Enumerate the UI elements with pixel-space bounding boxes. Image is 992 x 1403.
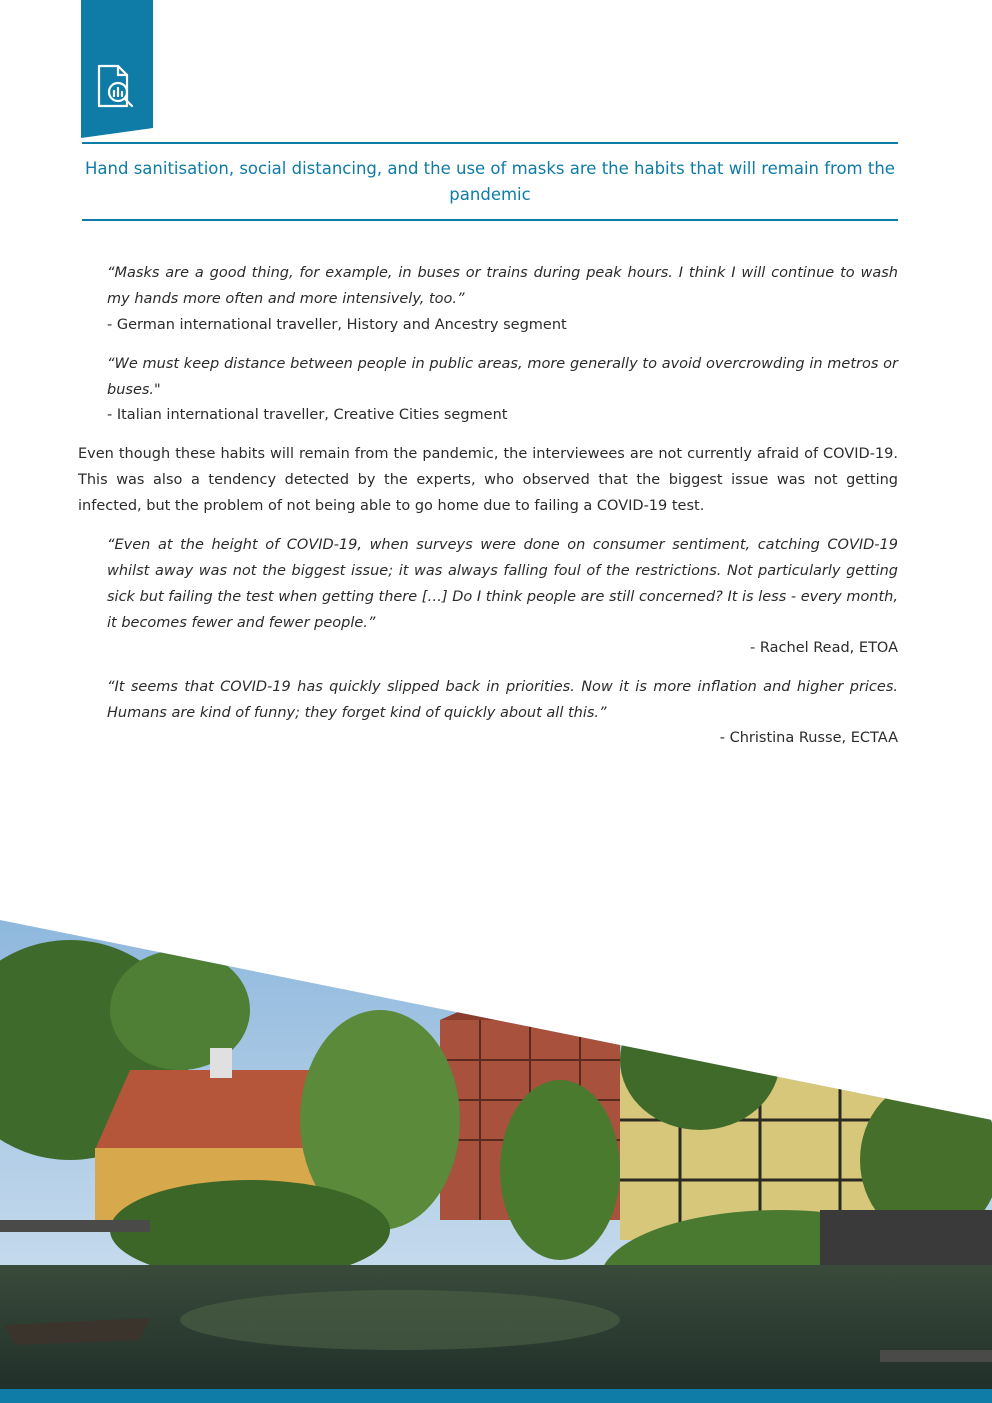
quote-1-attribution: - German international traveller, History and Ancestry segment — [107, 317, 567, 333]
section-tab — [81, 0, 153, 138]
quote-4-attribution: - Christina Russe, ECTAA — [719, 730, 898, 746]
heading-bottom-rule — [82, 219, 898, 221]
quote-4: “It seems that COVID-19 has quickly slipped back in priorities. Now it is more inflation and higher prices. Humans are kind of funny; they forget kind of quickly about all this.” — [107, 679, 898, 721]
footer-bar — [0, 1389, 992, 1403]
quote-2-attribution: - Italian international traveller, Creative Cities segment — [107, 407, 508, 423]
body-paragraph: Even though these habits will remain from the pandemic, the interviewees are not currently afraid of COVID-19. This was also a tendency detected by the experts, who observed that the biggest issue was not getting infected, but the problem of not being able to go home due to failing a COVID-19 test. — [78, 446, 898, 514]
quote-2: “We must keep distance between people in public areas, more generally to avoid overcrowding in metros or buses." — [107, 356, 898, 398]
section-heading: Hand sanitisation, social distancing, and the use of masks are the habits that will remain from the pandemic — [85, 159, 895, 204]
heading-top-rule — [82, 142, 898, 144]
quote-1: “Masks are a good thing, for example, in buses or trains during peak hours. I think I will continue to wash my hands more often and more intensively, too.” — [107, 265, 898, 307]
old-town-photo — [0, 920, 992, 1390]
quote-3: “Even at the height of COVID-19, when surveys were done on consumer sentiment, catching COVID-19 whilst away was not the biggest issue; it was always falling foul of the restrictions. Not particularly getting sick but failing the test when getting there […] Do I think people are still concerned? It is less - every month, it becomes fewer and fewer people.” — [107, 537, 898, 631]
quote-3-attribution: - Rachel Read, ETOA — [750, 640, 898, 656]
